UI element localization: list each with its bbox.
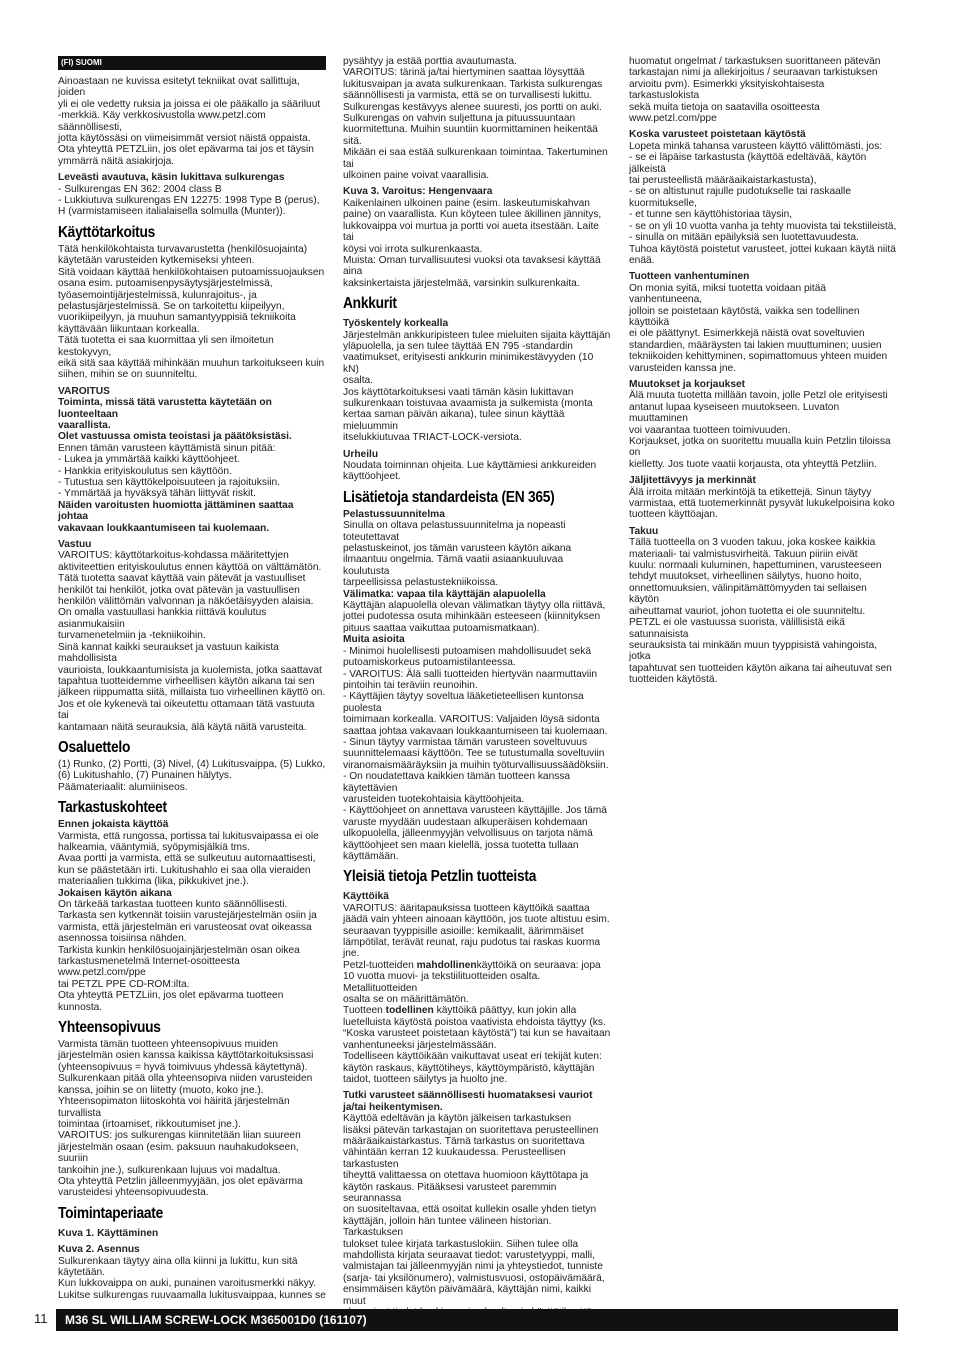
warning-title: VAROITUS: [58, 385, 110, 397]
inspection-before-title: Ennen jokaista käyttöä: [58, 819, 169, 831]
traceability-title: Jäljitettävyys ja merkinnät: [629, 475, 756, 487]
use-text: Tätä henkilökohtaista turvavarustetta (henkilösuojainta) käytetään varusteiden kytkemiseksi yhteen. Sitä voidaan käyttää henkilökohtaisen putoamissuojauksen osana esim. putoamisenpysäytysjärjestelmissä, työasemointijärjestelmissä, kulunrajoitus-, ja pelastusjärjestelmissä. Se on tarkoitettu kiipeilyyn, vuorikiipeilyyn, ja muuhun samantyyppisiä tekniikoita käyttävään liikuntaan korkealla. Tätä tuotetta ei saa kuormittaa yli sen ilmoitetun kestokyvyn, eikä sitä saa käyttää mihinkään muuhun tarkoitukseen kuin siihen, mihin se on suunniteltu.: [58, 243, 325, 381]
anchor-work-title: Työskentely korkealla: [343, 318, 449, 330]
heading-anchors: Ankkurit: [343, 295, 397, 313]
lifetime-text: VAROITUS: ääritapauksissa tuotteen käyttöikä saattaa jäädä vain yhteen ainoaan käyttöön, jos tuote altistuu esim. seuraavan tyyppisille asioille: kemikaalit, äärimmäiset lämpötilat, terävät reunat, raju pudotus tai raskas kuorma jne. Petzl-tuotteiden mahdollinenkäyttöikä on seuraava: jopa 10 vuotta muovi- ja tekstiilituotteiden osalta. Metallituotteiden osalta se on määrittämätön. Tuotteen todellinen käyttöikä päättyy, kun jokin alla luetelluista käytöstä poistoa vaativista ehdoista täyttyy (ks. “Koska varusteet poistetaan käytöstä”) tai kun se havaitaan vanhentuneeksi järjestelmässään. Todelliseen käyttöikään vaikuttavat useat eri tekijät kuten: käytön raskaus, käyttötiheys, käyttöympäristö, käyttäjän taidot, tuotteen säilytys ja huolto jne.: [343, 902, 611, 1085]
inspection-before-text: Varmista, että rungossa, portissa tai lukitusvaipassa ei ole halkeamia, vääntymiä, syöpymisjälkiä tms. Avaa portti ja varmista, että se sulkeutuu automaattisesti, kun se päästetään irti. Lukitushahlo ei saa olla vieraiden materiaalien tukkima (lika, pikkukivet jne.).: [58, 830, 319, 888]
responsibility-text: VAROITUS: käyttötarkoitus-kohdassa määritettyjen aktiviteettien erityiskoulutus ennen käyttöä on välttämätön. Tätä tuotetta saavat käyttää vain pätevät ja vastuulliset henkilöt tai henkilöt, jotka ovat pätevän ja vastuullisen henkilön välittömän valvonnan ja näköetäisyyden alaisia. On omalla vastuullasi hankkia riittävä koulutus asianmukaisiin turvamenetelmiin ja -tekniikoihin. Sinä kannat kaikki seuraukset ja vastuun kaikista mahdollisista vaurioista, loukkaantumisista ja kuolemista, jotka saattavat tapahtua tuotteidemme virheellisen käytön aikana tai sen jälkeen riippumatta siitä, millaista tuo virheellinen käyttö on. Jos et ole kykenevä tai oikeutettu ottamaan tätä vastuuta tai kantamaan näitä seurauksia, älä käytä näitä varusteita.: [58, 550, 326, 733]
figure-3-title: Kuva 3. Varoitus: Hengenvaara: [343, 186, 493, 198]
warranty-title: Takuu: [629, 525, 659, 537]
other-points-text: - Minimoi huolellisesti putoamisen mahdollisuudet sekä putoamiskorkeus putoamistilanteessa. - VAROITUS: Älä salli tuotteiden hiertyvän naarmuttaviin pintoihin tai teräviin reunoihin. - Käyttäjien täytyy soveltua lääketieteellisen kuntonsa puolesta toimimaan korkealla. VAROITUS: Valjaiden löysä sidonta saattaa johtaa vakavaan loukkaantumiseen tai kuolemaan. - Sinun täytyy varmistaa tämän varusteen soveltuvuus suunnittelemaasi käyttöön. Tee se tutustumalla soveltuviin viranomaismääräyksiin ja muihin työturvallisuussäädöksiin. - On noudatettava kaikkien tämän tuotteen kanssa käytettävien varusteiden tuotekohtaisia käyttöohjeita. - Käyttöohjeet on annettava varusteen käyttäjille. Jos tämä varuste myydään uudestaan alkuperäisen kohdemaan ulkopuolella, jälleenmyyjän velvollisuus on tarjota nämä käyttöohjeet sen maan kielellä, jossa tuotetta tullaan käyttämään.: [343, 645, 609, 862]
heading-compatibility: Yhteensopivuus: [58, 1019, 161, 1037]
footer-title: M36 SL WILLIAM SCREW-LOCK M365001D0 (161107): [65, 1313, 367, 1327]
clearance-text: Käyttäjän alapuolella olevan välimatkan täytyy olla riittävä, jottei pudotessa osuta mihinkään esteeseen (kiinnityksen pituus saattaa vaikuttaa putoamismatkaan).: [343, 600, 606, 634]
inspection-during-title: Jokaisen käytön aikana: [58, 887, 172, 899]
anchor-work-text: Järjestelmän ankkuripisteen tulee mieluiten sijaita käyttäjän yläpuolella, ja sen tulee täyttää EN 795 -standardin vaatimukset, erityisesti ankkurin minimikestävyyden (10 kN) osalta. Jos käyttötarkoituksesi vaati tämän käsin lukittavan sulkurenkaan toistuvaa avaamista ja sulkemista (monta kertaa saman päivän aikana), tulee sinun käyttää mieluummin itselukkiutuvaa TRIACT-LOCK-versiota.: [343, 329, 611, 444]
heading-general-info: Yleisiä tietoja Petzlin tuotteista: [343, 868, 537, 886]
obsolescence-title: Tuotteen vanhentuminen: [629, 271, 750, 283]
warning-bold-2: Näiden varoitusten huomiotta jättäminen saattaa johtaa vakavaan loukkaantumiseen tai kuolemaan.: [58, 499, 294, 534]
figure-3-text: Kaikenlainen ulkoinen paine (esim. laskeutumiskahvan paine) on vaarallista. Kun köyteen tulee äkillinen jännitys, lukkovaippa voi murtua ja portti voi aueta itsestään. Laite tai köysi voi irrota sulkurenkaasta. Muista: Oman turvallisuutesi vuoksi ota tavaksesi käyttää aina kaksinkertaista järjestelmää, varsinkin sulkurenkaita.: [343, 197, 602, 289]
inspection-during-text: On tärkeää tarkastaa tuotteen kunto säännöllisesti. Tarkasta sen kytkennät toisiin varustejärjestelmän osiin ja varmista, että järjestelmän eri varusteosat ovat oikeassa asennossa toisiinsa nähden. Tarkista kunkin henkilösuojainjärjestelmän osan oikea tarkastusmenetelmä Internet-osoitteesta www.petzl.com/ppe tai PETZL PPE CD-ROM:ilta. Ota yhteyttä PETZLiin, jos olet epävarma tuotteen kunnosta.: [58, 899, 317, 1013]
heading-standards: Lisätietoja standardeista (EN 365): [343, 488, 555, 506]
rescue-plan-text: Sinulla on oltava pelastussuunnitelma ja nopeasti toteutettavat pelastuskeinot, jos tämän varusteen käytön aikana ilmaantuu ongelmia. Tämä vaatii asiaankuuluvaa koulutusta tarpeellisissa pelastustekniikoissa.: [343, 520, 572, 589]
parts-text: (1) Runko, (2) Portti, (3) Nivel, (4) Lukitusvaippa, (5) Lukko, (6) Lukitushahlo, (7) Punainen hälytys. Päämateriaalit: alumiiniseos.: [58, 758, 326, 793]
anchor-sport-text: Noudata toiminnan ohjeita. Lue käyttämiesi ankkureiden käyttöohjeet.: [343, 460, 597, 483]
intro-text: Ainoastaan ne kuvissa esitetyt tekniikat ovat sallittuja, joiden yli ei ole vedetty ruksia ja joissa ei ole pääkallo ja sääriluut -merkkiä. Käy verkkosivustolla www.petzl.com säännöllisesti, jotta käytössäsi on viimeisimmät versiot näistä oppaista. Ota yhteyttä PETZLiin, jos olet epävarma tai jos et täysin ymmärrä näitä asiakirjoja.: [58, 76, 321, 167]
heading-inspection: Tarkastuskohteet: [58, 799, 167, 817]
warning-bold: Toiminta, missä tätä varustetta käytetään on luonteeltaan vaarallista. Olet vastuussa omista teoistasi ja päätöksistäsi.: [58, 397, 292, 443]
connector-title: Leveästi avautuva, käsin lukittava sulkurengas: [58, 172, 285, 184]
figure-1-title: Kuva 1. Käyttäminen: [58, 1227, 159, 1239]
anchor-sport-title: Urheilu: [343, 448, 379, 460]
obsolescence-text: On monia syitä, miksi tuotetta voidaan pitää vanhentuneena, jolloin se poistetaan käytöstä, vaikka sen todellinen käyttöikä ei ole päättynyt. Esimerkkejä näistä ovat soveltuvien standardien, määräysten tai lakien muuttuminen; uusien tekniikoiden kehittyminen, sopimattomuus yhteen muiden varusteiden kanssa jne.: [629, 282, 888, 374]
warning-text: Ennen tämän varusteen käyttämistä sinun pitää: - Lukea ja ymmärtää kaikki käyttöohjeet. - Hankkia erityiskoulutus sen käyttöön. - Tutustua sen käyttökelpoisuuteen ja rajoituksiin. - Ymmärtää ja hyväksyä tähän liittyvät riskit.: [58, 442, 280, 500]
modifications-title: Muutokset ja korjaukset: [629, 378, 746, 390]
lifetime-title: Käyttöikä: [343, 891, 389, 903]
retire-title: Koska varusteet poistetaan käytöstä: [629, 129, 806, 141]
page-number: 11: [34, 1311, 48, 1326]
modifications-text: Älä muuta tuotetta millään tavoin, jolle Petzl ole erityisesti antanut lupaa kyseiseen muutokseen. Luvaton muuttaminen voi vaarantaa tuotteen toimivuuden. Korjaukset, jotka on suoritettu muualla kuin Petzlin tiloissa on kielletty. Jos tuote vaatii korjausta, ota yhteyttä Petzliin.: [629, 390, 891, 470]
retire-text: Lopeta minkä tahansa varusteen käyttö välittömästi, jos: - se ei läpäise tarkastusta (käyttöä edeltävää, käytön jälkeistä tai perusteellistä määräaikaistarkastusta), - se on altistunut rajulle pudotukselle tai raskaalle kuormitukselle, - et tunne sen käyttöhistoriaa täysin, - se on yli 10 vuotta vanha ja tehty muovista tai tekstiileistä, - sinulla on mitään epäilyksiä sen luotettavuudesta. Tuhoa käytöstä poistetut varusteet, jottei kukaan käytä niitä enää.: [629, 140, 897, 266]
other-points-title: Muita asioita: [343, 634, 405, 646]
column-1: [58, 56, 326, 1301]
traceability-text: Älä irroita mitään merkintöjä ta etikettejä. Sinun täytyy varmistaa, että tuotemerkinnät pysyvät lukukelpoisina koko tuotteen käyttöajan.: [629, 486, 895, 521]
rescue-plan-title: Pelastussuunnitelma: [343, 508, 445, 520]
compatibility-text: Varmista tämän tuotteen yhteensopivuus muiden järjestelmän osien kanssa kaikissa käyttötarkoituksissasi (yhteensopivuus = hyvä toimivuus yhdessä käytettynä). Sulkurenkaan pitää olla yhteensopiva niiden varusteiden kanssa, joihin se on liitetty (muoto, koko jne.). Yhteensopimaton liitoskohta voi häiritä järjestelmän turvallista toimintaa (irtoamiset, rikkoutumiset jne.). VAROITUS: jos sulkurengas kiinnitetään liian suureen järjestelmän osaan (esim. paksuun nauhakudokseen, suuriin tankoihin jne.), sulkurenkaan lujuus voi madaltua. Ota yhteyttä Petzlin jälleenmyyjään, jos olet epävarma varusteidesi yhteensopivuudesta.: [58, 1039, 314, 1199]
inspect-regularly-title: Tutki varusteet säännöllisesti huomataksesi vauriot ja/tai heikentymisen.: [343, 1090, 593, 1113]
inspection-continued: huomatut ongelmat / tarkastuksen suorittaneen pätevän tarkastajan nimi ja allekirjoitus / seuraavan tarkistuksen arvioitu pvm). Esimerkki yksityiskohtaisesta tarkastuslokista sekä muita tietoja on saatavilla osoitteesta www.petzl.com/ppe: [629, 56, 881, 125]
connector-text: - Sulkurengas EN 362: 2004 class B - Lukkiutuva sulkurengas EN 12275: 1998 Type B (perus), H (varmistamiseen italialaisella solmulla (Munter)).: [58, 183, 320, 218]
heading-operation: Toimintaperiaate: [58, 1204, 163, 1222]
figure-2-title: Kuva 2. Asennus: [58, 1244, 140, 1256]
column-2: [343, 56, 611, 1330]
warranty-text: Tällä tuotteella on 3 vuoden takuu, joka koskee kaikkia materiaali- tai valmistusvirheitä. Takuun piiriin eivät kuulu: normaali kuluminen, hapettuminen, varusteeseen tehdyt muutokset, virheellinen säilytys, huono hoito, onnettomuuksien, välinpitämättömyyden tai sellaisen käytön aiheuttamat vauriot, johon tuotetta ei ole suunniteltu. PETZL ei ole vastuussa suorista, välillisistä eikä satunnaisista seurauksista tai minkään muun tyyppisistä vahingoista, jotka tapahtuvat sen tuotteiden käytön aikana tai aiheutuvat sen tuotteiden käytöstä.: [629, 537, 892, 686]
language-label: (FI) SUOMI: [58, 56, 326, 70]
responsibility-title: Vastuu: [58, 539, 92, 551]
clearance-title: Välimatka: vapaa tila käyttäjän alapuolella: [343, 588, 546, 600]
heading-use: Käyttötarkoitus: [58, 223, 156, 241]
column-3: [629, 56, 897, 686]
inspect-regularly-text: Käyttöä edeltävän ja käytön jälkeisen tarkastuksen lisäksi pätevän tarkastajan on suoritettava perusteellinen määräaikaistarkastus. Tämä tarkastus on suoritettava vähintään kerran 12 kuukaudessa. Perusteellisen tarkastusten tiheyttä valittaessa on otettava huomioon käyttötapa ja käytön raskaus. Pitääksesi varusteet paremmin seurannassa on suositeltavaa, että osoitat kullekin osalle yhden tietyn käyttäjän, jolloin hän tuntee välineen historian. Tarkastuksen tulokset tulee kirjata tarkastuslokiin. Siihen tulee olla mahdollista kirjata seuraavat tiedot: varustetyyppi, malli, valmistajan tai jälleenmyyjän nimi ja yhteystiedot, tunniste (sarja- tai yksilönumero), valmistusvuosi, ostopäivämäärä, ensimmäisen käytön päivämäärä, käyttäjän nimi, kaikki muut: [343, 1113, 605, 1307]
heading-parts: Osaluettelo: [58, 738, 131, 756]
operation-continued: pysähtyy ja estää porttia avautumasta. VAROITUS: tärinä ja/tai hiertyminen saattaa löysyttää lukitusvaipan ja avata sulkurenkaan. Tarkista sulkurengas säännöllisesti ja varmista, että se on turvallisesti lukittu. Sulkurengas kestävyys alenee suuresti, jos portti on auki. Sulkurengas on vahvin suljettuna ja pituussuuntaan kuormitettuna. Muihin suuntiin kuormittaminen heikentää sitä. Mikään ei saa estää sulkurenkaan toimintaa. Takertuminen tai ulkoinen paine voivat vaarallisia.: [343, 56, 608, 182]
figure-2-text: Sulkurenkaan täytyy aina olla kiinni ja lukittu, kun sitä käytetään. Kun lukkovaippa on auki, punainen varoitusmerkki näkyy. Lukitse sulkurengas ruuvaamalla lukitusvaippaa, kunnes se: [58, 1255, 326, 1301]
